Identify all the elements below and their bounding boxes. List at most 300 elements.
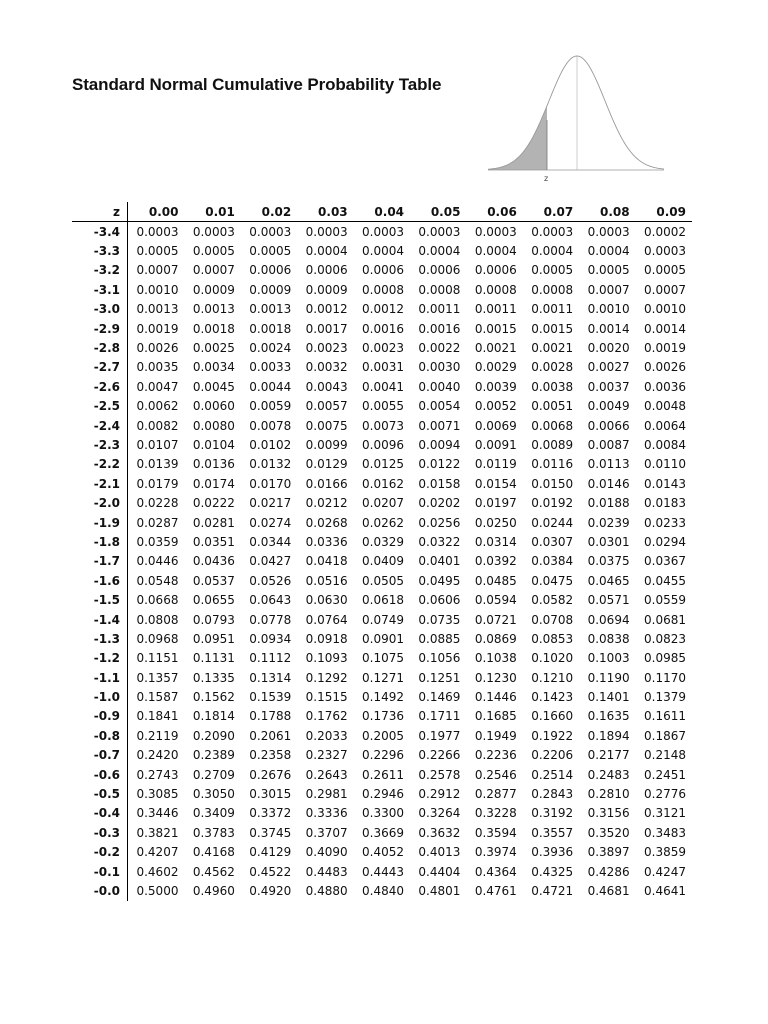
probability-cell: 0.0029 (474, 360, 517, 375)
probability-cell: 0.1335 (192, 670, 235, 685)
z-value: -0.9 (72, 707, 128, 726)
probability-cell: 0.0985 (644, 651, 686, 666)
probability-cell: 0.0011 (474, 302, 517, 317)
z-value: -2.2 (72, 455, 128, 474)
table-row (72, 280, 692, 299)
probability-cell: 0.0132 (249, 457, 292, 472)
table-row (72, 552, 692, 571)
probability-cell: 0.0068 (531, 418, 574, 433)
probability-cell: 0.1492 (362, 690, 405, 705)
probability-cell: 0.0041 (362, 379, 405, 394)
probability-cell: 0.0066 (587, 418, 630, 433)
probability-cell: 0.0025 (192, 341, 235, 356)
probability-cell: 0.0179 (136, 476, 179, 491)
probability-cell: 0.0129 (305, 457, 348, 472)
z-value: -0.3 (72, 823, 128, 842)
table-row (72, 784, 692, 803)
probability-cell: 0.2483 (587, 767, 630, 782)
probability-cell: 0.0571 (587, 593, 630, 608)
probability-cell: 0.0934 (249, 631, 292, 646)
table-row (72, 397, 692, 416)
probability-cell: 0.0630 (305, 593, 348, 608)
probability-cell: 0.0212 (305, 496, 348, 511)
probability-cell: 0.0006 (418, 263, 461, 278)
probability-cell: 0.1230 (474, 670, 517, 685)
shaded-area (488, 106, 547, 170)
probability-cell: 0.0505 (362, 573, 405, 588)
table-row (72, 319, 692, 338)
probability-cell: 0.0043 (305, 379, 348, 394)
probability-cell: 0.0537 (192, 573, 235, 588)
probability-cell: 0.1251 (418, 670, 461, 685)
z-value: -2.4 (72, 416, 128, 435)
probability-cell: 0.0014 (587, 321, 630, 336)
probability-cell: 0.1401 (587, 690, 630, 705)
probability-cell: 0.1003 (587, 651, 630, 666)
probability-cell: 0.1190 (587, 670, 630, 685)
z-value: -3.1 (72, 280, 128, 299)
table-header-row (72, 202, 692, 222)
column-header: 0.00 (148, 204, 179, 219)
probability-cell: 0.0107 (136, 437, 179, 452)
table-row (72, 629, 692, 648)
probability-cell: 0.0084 (644, 437, 686, 452)
probability-cell: 0.0004 (362, 244, 405, 259)
z-value: -1.2 (72, 649, 128, 668)
probability-cell: 0.0485 (474, 573, 517, 588)
probability-cell: 0.1131 (192, 651, 235, 666)
probability-cell: 0.1762 (305, 709, 348, 724)
z-value: -0.2 (72, 843, 128, 862)
probability-cell: 0.0013 (192, 302, 235, 317)
probability-cell: 0.0099 (305, 437, 348, 452)
probability-cell: 0.0075 (305, 418, 348, 433)
probability-cell: 0.0003 (644, 244, 686, 259)
probability-cell: 0.0082 (136, 418, 179, 433)
probability-cell: 0.2148 (644, 748, 686, 763)
probability-cell: 0.4681 (587, 883, 630, 898)
probability-cell: 0.3859 (644, 845, 686, 860)
probability-cell: 0.0392 (474, 554, 517, 569)
probability-cell: 0.0375 (587, 554, 630, 569)
probability-cell: 0.0015 (531, 321, 574, 336)
probability-cell: 0.0005 (249, 244, 292, 259)
probability-cell: 0.2033 (305, 728, 348, 743)
probability-cell: 0.0139 (136, 457, 179, 472)
probability-cell: 0.3707 (305, 825, 348, 840)
z-value: -1.9 (72, 513, 128, 532)
probability-cell: 0.4168 (192, 845, 235, 860)
probability-cell: 0.0040 (418, 379, 461, 394)
probability-cell: 0.0122 (418, 457, 461, 472)
probability-cell: 0.0003 (192, 224, 235, 239)
probability-cell: 0.0026 (644, 360, 686, 375)
probability-cell: 0.0268 (305, 515, 348, 530)
probability-cell: 0.1314 (249, 670, 292, 685)
z-value: -0.5 (72, 784, 128, 803)
probability-cell: 0.0010 (587, 302, 630, 317)
probability-cell: 0.0217 (249, 496, 292, 511)
probability-cell: 0.1112 (249, 651, 292, 666)
probability-cell: 0.0119 (474, 457, 517, 472)
probability-cell: 0.0032 (305, 360, 348, 375)
column-header: 0.04 (374, 204, 405, 219)
probability-cell: 0.0010 (644, 302, 686, 317)
probability-cell: 0.0262 (362, 515, 405, 530)
probability-cell: 0.3669 (362, 825, 405, 840)
probability-cell: 0.0869 (474, 631, 517, 646)
probability-cell: 0.0735 (418, 612, 461, 627)
table-row (72, 746, 692, 765)
probability-cell: 0.3015 (249, 787, 292, 802)
probability-cell: 0.0207 (362, 496, 405, 511)
probability-cell: 0.2236 (474, 748, 517, 763)
z-value: -1.4 (72, 610, 128, 629)
probability-cell: 0.0003 (587, 224, 630, 239)
probability-cell: 0.4761 (474, 883, 517, 898)
probability-cell: 0.0020 (587, 341, 630, 356)
probability-cell: 0.0446 (136, 554, 179, 569)
probability-cell: 0.0274 (249, 515, 292, 530)
probability-cell: 0.0002 (644, 224, 686, 239)
probability-cell: 0.1788 (249, 709, 292, 724)
probability-cell: 0.0009 (305, 282, 348, 297)
probability-cell: 0.0004 (305, 244, 348, 259)
probability-cell: 0.0256 (418, 515, 461, 530)
probability-cell: 0.0548 (136, 573, 179, 588)
normal-curve-illustration (486, 50, 666, 186)
table-row (72, 513, 692, 532)
z-value: -2.1 (72, 474, 128, 493)
probability-cell: 0.0019 (644, 341, 686, 356)
probability-cell: 0.4090 (305, 845, 348, 860)
probability-cell: 0.0465 (587, 573, 630, 588)
table-row (72, 823, 692, 842)
probability-cell: 0.0294 (644, 534, 686, 549)
probability-cell: 0.0427 (249, 554, 292, 569)
table-row (72, 862, 692, 881)
table-row (72, 687, 692, 706)
probability-cell: 0.1814 (192, 709, 235, 724)
probability-cell: 0.3192 (531, 806, 574, 821)
probability-cell: 0.0436 (192, 554, 235, 569)
probability-cell: 0.3085 (136, 787, 179, 802)
probability-cell: 0.0012 (305, 302, 348, 317)
probability-cell: 0.0014 (644, 321, 686, 336)
table-row (72, 493, 692, 512)
probability-cell: 0.0384 (531, 554, 574, 569)
probability-cell: 0.0113 (587, 457, 630, 472)
probability-cell: 0.1660 (531, 709, 574, 724)
table-row (72, 590, 692, 609)
probability-cell: 0.0951 (192, 631, 235, 646)
probability-cell: 0.1867 (644, 728, 686, 743)
probability-cell: 0.2327 (305, 748, 348, 763)
probability-cell: 0.0764 (305, 612, 348, 627)
column-header: 0.05 (430, 204, 461, 219)
probability-cell: 0.0901 (362, 631, 405, 646)
probability-table (72, 202, 692, 901)
probability-cell: 0.1539 (249, 690, 292, 705)
probability-cell: 0.2810 (587, 787, 630, 802)
table-body (72, 222, 692, 901)
probability-cell: 0.0239 (587, 515, 630, 530)
probability-cell: 0.0401 (418, 554, 461, 569)
probability-cell: 0.0035 (136, 360, 179, 375)
probability-cell: 0.2266 (418, 748, 461, 763)
probability-cell: 0.3300 (362, 806, 405, 821)
probability-cell: 0.2514 (531, 767, 574, 782)
probability-cell: 0.0096 (362, 437, 405, 452)
probability-cell: 0.1736 (362, 709, 405, 724)
probability-cell: 0.4404 (418, 864, 461, 879)
probability-cell: 0.0080 (192, 418, 235, 433)
probability-cell: 0.1587 (136, 690, 179, 705)
probability-cell: 0.3974 (474, 845, 517, 860)
probability-cell: 0.0643 (249, 593, 292, 608)
probability-cell: 0.2177 (587, 748, 630, 763)
probability-cell: 0.0351 (192, 534, 235, 549)
z-value: -1.8 (72, 532, 128, 551)
probability-cell: 0.0314 (474, 534, 517, 549)
probability-cell: 0.0606 (418, 593, 461, 608)
table-row (72, 571, 692, 590)
probability-cell: 0.0322 (418, 534, 461, 549)
table-row (72, 377, 692, 396)
probability-cell: 0.3745 (249, 825, 292, 840)
probability-cell: 0.0244 (531, 515, 574, 530)
probability-cell: 0.0778 (249, 612, 292, 627)
probability-cell: 0.1711 (418, 709, 461, 724)
probability-cell: 0.4840 (362, 883, 405, 898)
probability-cell: 0.0005 (587, 263, 630, 278)
probability-cell: 0.0162 (362, 476, 405, 491)
probability-cell: 0.0192 (531, 496, 574, 511)
probability-cell: 0.0007 (192, 263, 235, 278)
probability-cell: 0.0418 (305, 554, 348, 569)
probability-cell: 0.3557 (531, 825, 574, 840)
probability-cell: 0.0146 (587, 476, 630, 491)
probability-cell: 0.0011 (418, 302, 461, 317)
probability-cell: 0.1469 (418, 690, 461, 705)
probability-cell: 0.0008 (474, 282, 517, 297)
probability-cell: 0.0166 (305, 476, 348, 491)
probability-cell: 0.2389 (192, 748, 235, 763)
probability-cell: 0.1210 (531, 670, 574, 685)
probability-cell: 0.3632 (418, 825, 461, 840)
table-row (72, 765, 692, 784)
probability-cell: 0.0016 (362, 321, 405, 336)
probability-cell: 0.0202 (418, 496, 461, 511)
probability-cell: 0.0021 (531, 341, 574, 356)
probability-cell: 0.2776 (644, 787, 686, 802)
z-value: -3.3 (72, 241, 128, 260)
probability-cell: 0.0125 (362, 457, 405, 472)
probability-cell: 0.0048 (644, 399, 686, 414)
probability-cell: 0.3264 (418, 806, 461, 821)
probability-cell: 0.0051 (531, 399, 574, 414)
probability-cell: 0.0344 (249, 534, 292, 549)
probability-cell: 0.0495 (418, 573, 461, 588)
probability-cell: 0.4325 (531, 864, 574, 879)
probability-cell: 0.1977 (418, 728, 461, 743)
probability-cell: 0.0008 (531, 282, 574, 297)
probability-cell: 0.0708 (531, 612, 574, 627)
probability-cell: 0.0024 (249, 341, 292, 356)
probability-cell: 0.2296 (362, 748, 405, 763)
probability-cell: 0.0668 (136, 593, 179, 608)
probability-cell: 0.0009 (192, 282, 235, 297)
probability-cell: 0.1271 (362, 670, 405, 685)
probability-cell: 0.0089 (531, 437, 574, 452)
table-row (72, 843, 692, 862)
probability-cell: 0.0116 (531, 457, 574, 472)
probability-cell: 0.1423 (531, 690, 574, 705)
probability-cell: 0.3372 (249, 806, 292, 821)
probability-cell: 0.0010 (136, 282, 179, 297)
probability-cell: 0.0044 (249, 379, 292, 394)
probability-cell: 0.3520 (587, 825, 630, 840)
probability-cell: 0.2912 (418, 787, 461, 802)
z-value: -0.8 (72, 726, 128, 745)
probability-cell: 0.2451 (644, 767, 686, 782)
probability-cell: 0.0021 (474, 341, 517, 356)
table-row (72, 261, 692, 280)
probability-cell: 0.0003 (531, 224, 574, 239)
z-value: -3.4 (72, 222, 128, 242)
probability-cell: 0.0037 (587, 379, 630, 394)
probability-cell: 0.0005 (531, 263, 574, 278)
probability-cell: 0.0143 (644, 476, 686, 491)
probability-cell: 0.0006 (249, 263, 292, 278)
probability-cell: 0.4602 (136, 864, 179, 879)
probability-cell: 0.0003 (418, 224, 461, 239)
probability-cell: 0.0028 (531, 360, 574, 375)
probability-cell: 0.0582 (531, 593, 574, 608)
probability-cell: 0.0007 (136, 263, 179, 278)
table-row (72, 416, 692, 435)
probability-cell: 0.0336 (305, 534, 348, 549)
probability-cell: 0.0071 (418, 418, 461, 433)
probability-cell: 0.0158 (418, 476, 461, 491)
table-row (72, 474, 692, 493)
table-row (72, 435, 692, 454)
probability-cell: 0.2743 (136, 767, 179, 782)
probability-cell: 0.0007 (644, 282, 686, 297)
probability-cell: 0.2709 (192, 767, 235, 782)
probability-cell: 0.1379 (644, 690, 686, 705)
probability-cell: 0.0287 (136, 515, 179, 530)
probability-cell: 0.0455 (644, 573, 686, 588)
z-label: z (544, 174, 549, 183)
probability-cell: 0.0055 (362, 399, 405, 414)
z-value: -1.7 (72, 552, 128, 571)
probability-cell: 0.0008 (362, 282, 405, 297)
probability-cell: 0.0022 (418, 341, 461, 356)
probability-cell: 0.3156 (587, 806, 630, 821)
probability-cell: 0.4562 (192, 864, 235, 879)
probability-cell: 0.2005 (362, 728, 405, 743)
probability-cell: 0.0594 (474, 593, 517, 608)
table-row (72, 610, 692, 629)
probability-cell: 0.3050 (192, 787, 235, 802)
probability-cell: 0.2061 (249, 728, 292, 743)
probability-cell: 0.1056 (418, 651, 461, 666)
z-value: -0.4 (72, 804, 128, 823)
probability-cell: 0.2206 (531, 748, 574, 763)
probability-cell: 0.0078 (249, 418, 292, 433)
z-value: -0.6 (72, 765, 128, 784)
probability-cell: 0.1949 (474, 728, 517, 743)
probability-cell: 0.2643 (305, 767, 348, 782)
probability-cell: 0.1292 (305, 670, 348, 685)
probability-cell: 0.0918 (305, 631, 348, 646)
table-row (72, 300, 692, 319)
z-value: -0.1 (72, 862, 128, 881)
probability-cell: 0.4364 (474, 864, 517, 879)
probability-cell: 0.4880 (305, 883, 348, 898)
probability-cell: 0.0015 (474, 321, 517, 336)
z-value: -2.8 (72, 338, 128, 357)
z-value: -2.0 (72, 493, 128, 512)
probability-cell: 0.1357 (136, 670, 179, 685)
probability-cell: 0.0018 (192, 321, 235, 336)
probability-cell: 0.0031 (362, 360, 405, 375)
probability-cell: 0.0233 (644, 515, 686, 530)
probability-cell: 0.0004 (474, 244, 517, 259)
z-value: -3.0 (72, 300, 128, 319)
probability-cell: 0.0011 (531, 302, 574, 317)
probability-cell: 0.0559 (644, 593, 686, 608)
probability-cell: 0.2546 (474, 767, 517, 782)
probability-cell: 0.4247 (644, 864, 686, 879)
z-value: -2.3 (72, 435, 128, 454)
probability-cell: 0.0154 (474, 476, 517, 491)
page-title: Standard Normal Cumulative Probability Table (72, 75, 442, 94)
probability-cell: 0.0250 (474, 515, 517, 530)
z-value: -0.7 (72, 746, 128, 765)
probability-cell: 0.4641 (644, 883, 686, 898)
probability-cell: 0.2981 (305, 787, 348, 802)
table-row (72, 668, 692, 687)
probability-cell: 0.0069 (474, 418, 517, 433)
column-header: 0.09 (656, 204, 686, 219)
probability-cell: 0.0006 (305, 263, 348, 278)
probability-cell: 0.4286 (587, 864, 630, 879)
probability-cell: 0.0516 (305, 573, 348, 588)
z-value: -2.5 (72, 397, 128, 416)
probability-cell: 0.0062 (136, 399, 179, 414)
table-row (72, 455, 692, 474)
probability-cell: 0.4920 (249, 883, 292, 898)
probability-cell: 0.0007 (587, 282, 630, 297)
probability-cell: 0.0059 (249, 399, 292, 414)
probability-cell: 0.1020 (531, 651, 574, 666)
z-value: -0.0 (72, 881, 128, 900)
probability-cell: 0.0823 (644, 631, 686, 646)
z-value: -1.1 (72, 668, 128, 687)
probability-cell: 0.0060 (192, 399, 235, 414)
table-row (72, 222, 692, 242)
probability-cell: 0.0091 (474, 437, 517, 452)
probability-cell: 0.0034 (192, 360, 235, 375)
probability-cell: 0.0006 (362, 263, 405, 278)
probability-cell: 0.2090 (192, 728, 235, 743)
probability-cell: 0.0721 (474, 612, 517, 627)
probability-cell: 0.0003 (249, 224, 292, 239)
column-header: 0.02 (261, 204, 292, 219)
probability-cell: 0.4522 (249, 864, 292, 879)
